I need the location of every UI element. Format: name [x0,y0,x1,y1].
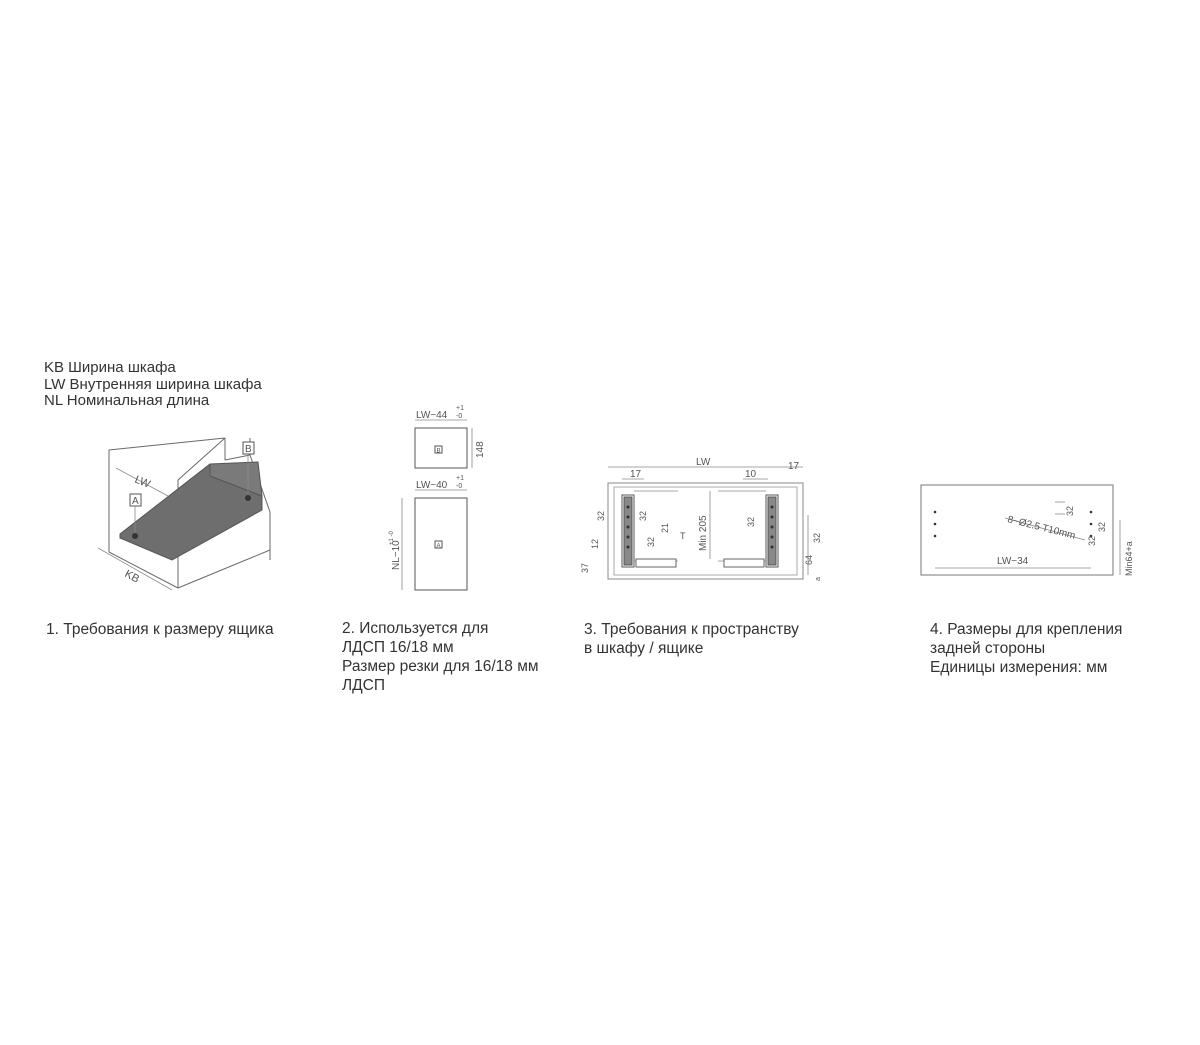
fig2-bottom-tol-plus: +1 [456,475,464,482]
fig3-32-far: 32 [812,532,822,543]
fig2-box-a: A [436,543,441,550]
fig3-32-a: 32 [638,510,648,521]
fig3-min205: Min 205 [698,515,709,551]
fig3-t: T [680,531,686,541]
fig3-32-right: 32 [746,516,756,527]
fig3-64: 64 [804,554,814,565]
fig4-min64: Min64+a [1124,541,1134,576]
fig2-top-tol-plus: +1 [456,405,464,412]
fig3-17-left: 17 [630,469,642,480]
fig2-bottom-width: LW−40 [416,480,448,491]
fig3-32-left: 32 [596,510,606,521]
figure-3-space-requirements [578,455,828,585]
legend-lw: LW Внутренняя ширина шкафа [44,375,262,393]
fig4-32-3: 32 [1087,535,1097,546]
fig1-b-label: B [245,444,252,455]
fig3-lw: LW [696,457,711,468]
fig1-lw-label: LW [132,473,152,491]
figure-2-cut-sizes [380,400,490,600]
fig2-bottom-tol-minus: -0 [456,483,463,490]
fig3-17-right: 17 [788,461,800,472]
fig3-37: 37 [580,562,590,573]
legend-kb: KB Ширина шкафа [44,359,176,376]
fig2-height: 148 [475,441,486,458]
fig3-a: a [815,577,822,581]
fig3-32-b: 32 [646,536,656,547]
caption-4: 4. Размеры для крепления задней стороны Единицы измерения: мм [930,621,1123,676]
caption-2: 2. Используется для ЛДСП 16/18 мм Размер резки для 16/18 мм ЛДСП [342,620,539,694]
fig4-32-2: 32 [1097,521,1107,532]
legend [44,360,262,410]
fig3-10: 10 [745,469,757,480]
fig2-box-b: B [436,448,441,455]
fig2-top-tol-minus: -0 [456,413,463,420]
fig3-12: 12 [590,538,600,549]
caption-3: 3. Требования к пространству в шкафу / ящике [584,621,799,657]
fig2-length-tol: +1 -0 [389,531,395,545]
fig3-21: 21 [660,522,670,533]
legend-nl: NL Номинальная длина [44,392,210,409]
fig4-32-1: 32 [1065,505,1075,516]
figure-4-back-mounting [915,480,1145,580]
fig1-a-label: A [132,496,139,507]
figure-1-box-size [90,430,290,600]
fig4-lw34: LW−34 [997,556,1029,567]
caption-1: 1. Требования к размеру ящика [46,621,274,638]
fig4-holes: 8−Ø2.5 T10mm [1006,514,1077,542]
fig2-top-width: LW−44 [416,410,448,421]
fig1-kb-label: KB [122,568,142,586]
fig2-length: NL−10 [391,540,402,570]
